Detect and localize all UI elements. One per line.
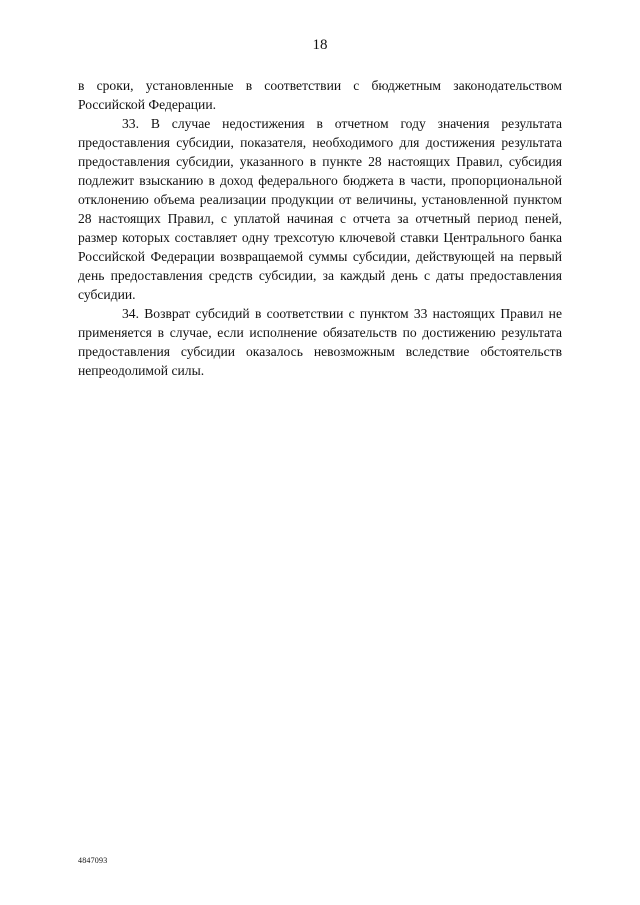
paragraph-continuation: в сроки, установленные в соответствии с бюджетным законодательством Российской Федерации. xyxy=(78,78,562,112)
page-number: 18 xyxy=(312,37,328,53)
paragraph-33: 33. В случае недостижения в отчетном году значения результата предоставления субсидии, показателя, необходимого для достижения результата предоставления субсидии, указанного в пункте 28 настоящих Правил, субсидия подлежит взысканию в доход федерального бюджета в части, пропорциональной отклонению объема реализации продукции от величины, установленной пунктом 28 настоящих Правил, с уплатой начиная с отчета за отчетный период пеней, размер которых составляет одну трехсотую ключевой ставки Центрального банка Российской Федерации возвращаемой суммы субсидии, действующей на первый день предоставления средств субсидии, за каждый день с даты предоставления субсидии. xyxy=(78,116,562,302)
document-code: 4847093 xyxy=(78,856,108,865)
paragraph-34: 34. Возврат субсидий в соответствии с пунктом 33 настоящих Правил не применяется в случае, если исполнение обязательств по достижению результата предоставления субсидии оказалось невозможным вследствие обстоятельств непреодолимой силы. xyxy=(78,306,562,378)
document-body xyxy=(78,76,562,380)
